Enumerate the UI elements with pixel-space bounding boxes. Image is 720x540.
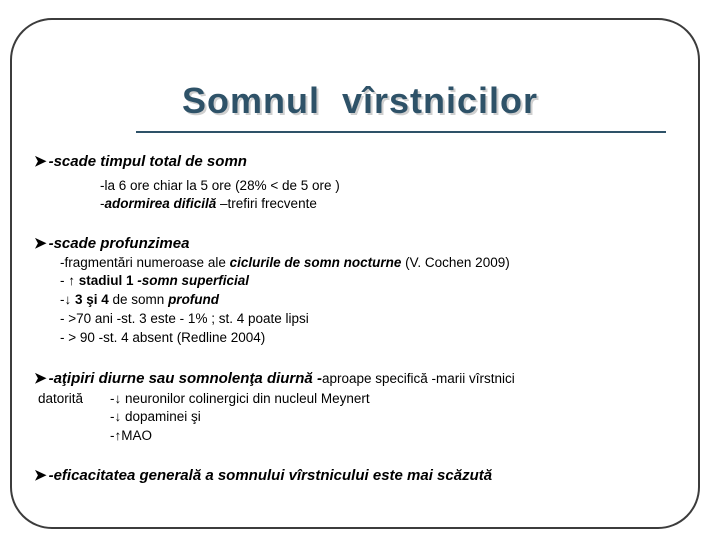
bullet-heading: -scade timpul total de somn xyxy=(48,153,247,170)
bullet-atipiri-diurne: ➤ -aţipiri diurne sau somnolenţa diurnă -aproape specifică -marii vîrstnici xyxy=(34,370,515,387)
text-line: -↓ 3 şi 4 de somn profund xyxy=(60,292,220,307)
text-line: -↓ dopaminei şi xyxy=(110,409,201,424)
arrow-down-icon: ↓ xyxy=(64,292,72,307)
text-line: -fragmentări numeroase ale ciclurile de somn nocturne (V. Cochen 2009) xyxy=(60,255,510,270)
text-line: -↑MAO xyxy=(110,428,153,443)
text-line: -la 6 ore chiar la 5 ore (28% < de 5 ore ) xyxy=(100,178,340,193)
text-line: - >70 ani -st. 3 este - 1% ; st. 4 poate lipsi xyxy=(60,311,309,326)
bullet-scade-timpul xyxy=(34,152,247,171)
arrow-up-icon: ↑ xyxy=(114,428,122,443)
arrow-down-icon: ↓ xyxy=(114,391,122,406)
slide-title: Somnul vîrstnicilor xyxy=(181,80,539,121)
arrow-down-icon: ↓ xyxy=(114,409,122,424)
bullet-heading: -eficacitatea generală a somnului vîrstnicului este mai scăzută xyxy=(48,467,493,484)
arrow-bullet-icon: ➤ xyxy=(34,153,47,170)
due-label: datorită xyxy=(38,391,84,406)
text-line: -↓ neuronilor colinergici din nucleul Meynert xyxy=(110,391,370,406)
text-line: -adormirea dificilă –trefiri frecvente xyxy=(100,196,317,211)
arrow-bullet-icon: ➤ xyxy=(34,467,47,484)
emphasis-text: adormirea dificilă xyxy=(104,196,217,211)
bullet-scade-profunzimea xyxy=(34,234,189,253)
arrow-bullet-icon: ➤ xyxy=(34,235,47,252)
text-line: - > 90 -st. 4 absent (Redline 2004) xyxy=(60,330,266,345)
arrow-up-icon: ↑ xyxy=(68,273,75,288)
emphasis-text: ciclurile de somn nocturne xyxy=(229,255,402,270)
bullet-heading: -scade profunzimea xyxy=(48,235,190,252)
bullet-heading: -aţipiri diurne sau somnolenţa diurnă - xyxy=(48,370,322,387)
bullet-eficacitatea xyxy=(34,466,492,485)
title-underline xyxy=(136,131,666,133)
arrow-bullet-icon: ➤ xyxy=(34,370,47,387)
text-line: - ↑ stadiul 1 -somn superficial xyxy=(60,273,250,288)
